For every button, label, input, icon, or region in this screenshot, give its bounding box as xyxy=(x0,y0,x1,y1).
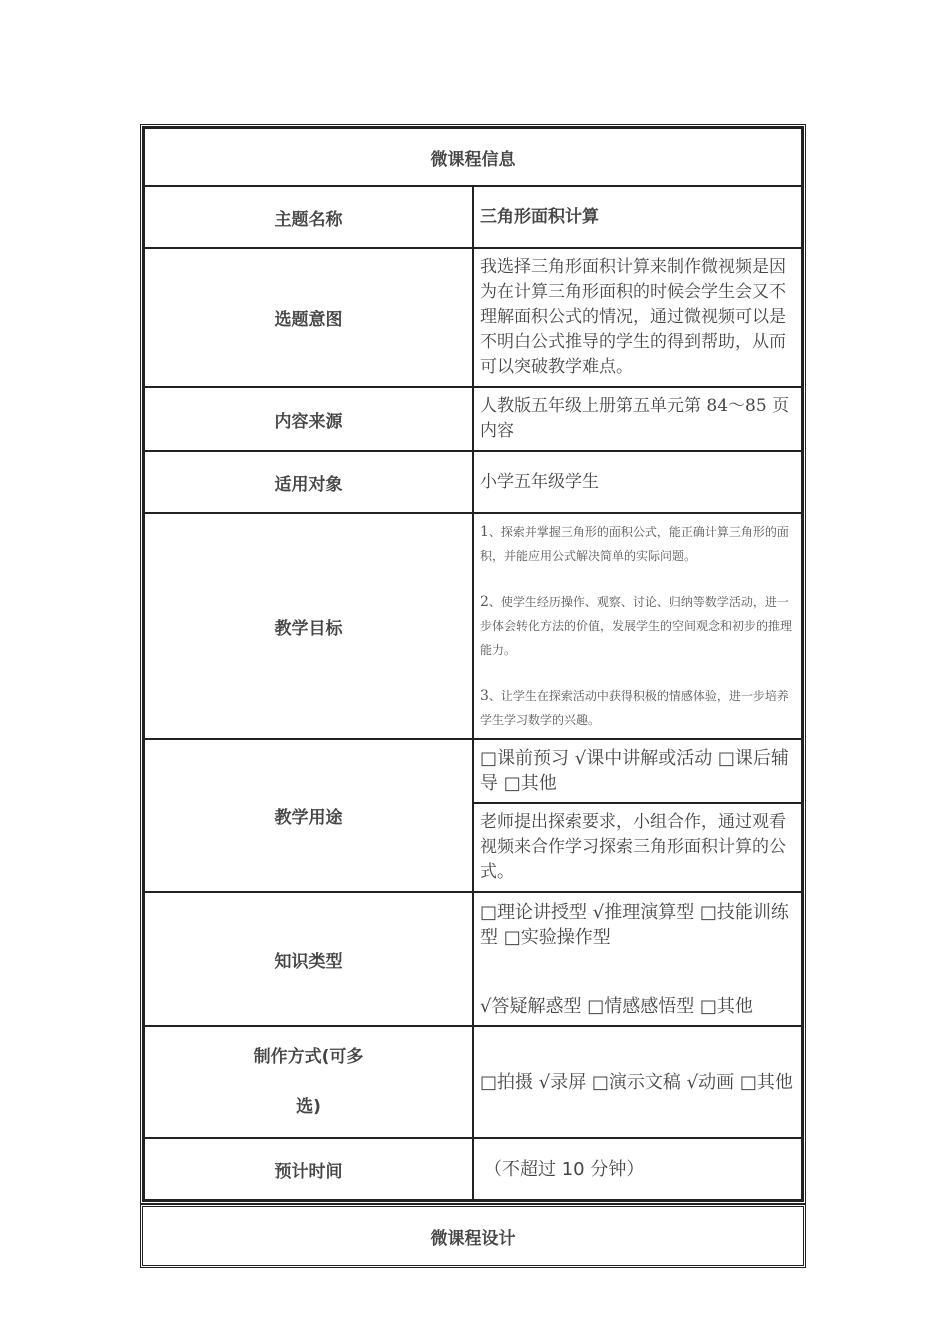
knowledge-options xyxy=(473,892,802,1026)
goals-label: 教学目标 xyxy=(144,513,473,739)
goal-item: 3、让学生在探索活动中获得积极的情感体验，进一步培养学生学习数学的兴趣。 xyxy=(480,688,789,727)
usage-options: □课前预习 √课中讲解或活动 □课后辅导 □其他 xyxy=(473,739,802,803)
topic-value: 三角形面积计算 xyxy=(473,186,802,248)
goal-item: 2、使学生经历操作、观察、讨论、归纳等数学活动，进一步体会转化方法的价值，发展学生的空间观念和初步的推理能力。 xyxy=(480,594,793,657)
info-table-frame xyxy=(140,124,806,1204)
usage-note: 老师提出探索要求，小组合作，通过观看视频来合作学习探索三角形面积计算的公式。 xyxy=(473,803,802,892)
table-row xyxy=(144,1026,802,1138)
topic-label: 主题名称 xyxy=(144,186,473,248)
time-label: 预计时间 xyxy=(144,1138,473,1200)
knowledge-line: √答疑解惑型 □情感感悟型 □其他 xyxy=(480,995,753,1017)
table-row xyxy=(144,1138,802,1200)
section-header-row xyxy=(144,128,802,186)
making-label: 制作方式(可多 选) xyxy=(144,1026,473,1138)
table-row xyxy=(144,739,802,803)
making-options: □拍摄 √录屏 □演示文稿 √动画 □其他 xyxy=(473,1026,802,1138)
course-design-table xyxy=(143,1207,803,1265)
intent-label: 选题意图 xyxy=(144,248,473,387)
course-info-table xyxy=(143,127,803,1201)
section-header-row xyxy=(143,1207,803,1265)
table-row xyxy=(144,248,802,387)
source-value: 人教版五年级上册第五单元第 84～85 页内容 xyxy=(473,387,802,451)
goal-item: 1、探索并掌握三角形的面积公式，能正确计算三角形的面积，并能应用公式解决简单的实际问题。 xyxy=(480,524,789,563)
time-value: （不超过 10 分钟） xyxy=(473,1138,802,1200)
table-row xyxy=(144,513,802,739)
knowledge-line: □理论讲授型 √推理演算型 □技能训练型 □实验操作型 xyxy=(480,901,789,948)
table-row xyxy=(144,892,802,1026)
audience-label: 适用对象 xyxy=(144,451,473,513)
design-table-frame xyxy=(140,1204,806,1268)
usage-label: 教学用途 xyxy=(144,739,473,892)
table-row xyxy=(144,451,802,513)
source-label: 内容来源 xyxy=(144,387,473,451)
course-info-document xyxy=(140,124,806,1268)
table-row xyxy=(144,186,802,248)
knowledge-label: 知识类型 xyxy=(144,892,473,1026)
goals-value xyxy=(473,513,802,739)
section-title: 微课程设计 xyxy=(430,1228,516,1249)
intent-value: 我选择三角形面积计算来制作微视频是因为在计算三角形面积的时候会学生会又不理解面积公式的情况，通过微视频可以是不明白公式推导的学生的得到帮助，从而可以突破教学难点。 xyxy=(473,248,802,387)
audience-value: 小学五年级学生 xyxy=(473,451,802,513)
table-row xyxy=(144,387,802,451)
section-title: 微课程信息 xyxy=(144,128,802,186)
